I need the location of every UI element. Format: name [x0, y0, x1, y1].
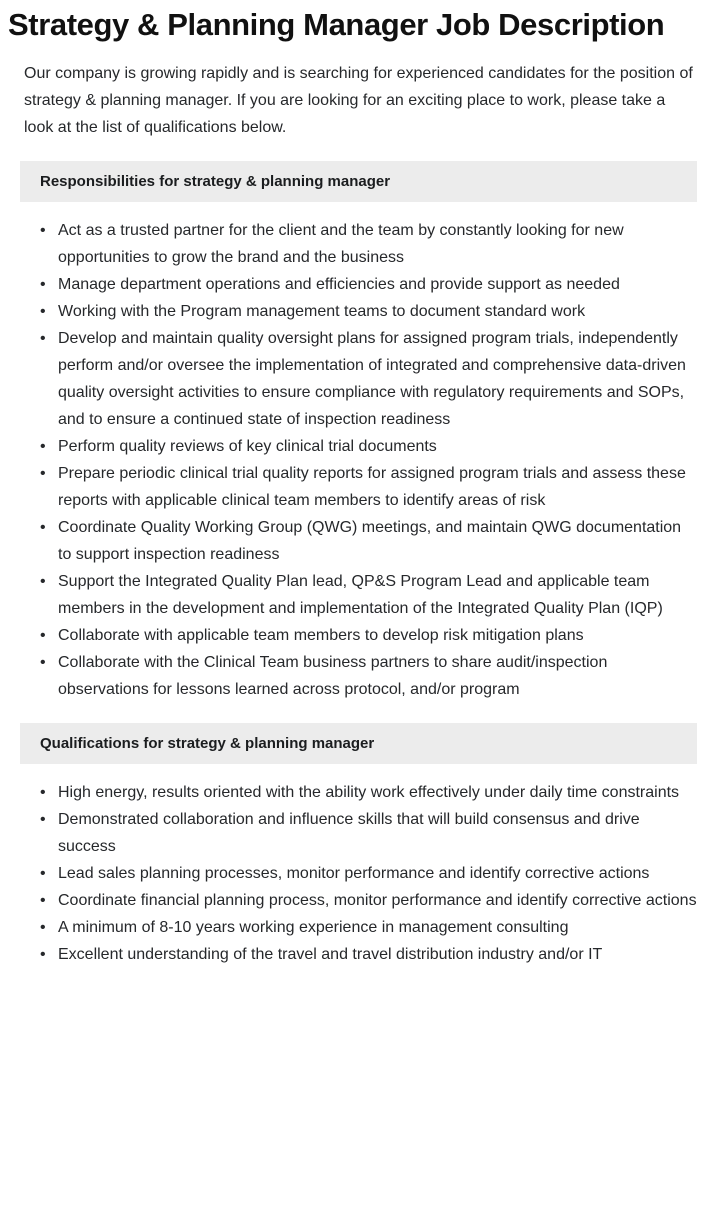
list-item-text: Perform quality reviews of key clinical trial documents	[58, 438, 437, 455]
list-item	[0, 887, 698, 914]
list-item	[0, 860, 698, 887]
bullet-dot-icon: •	[40, 303, 46, 320]
section-header-qualifications	[20, 723, 697, 764]
section-heading-label: Responsibilities for strategy & planning manager	[40, 173, 391, 190]
list-item	[0, 941, 698, 968]
list-item	[0, 568, 698, 622]
list-item	[0, 460, 698, 514]
bullet-dot-icon: •	[40, 276, 46, 293]
list-item-text: Prepare periodic clinical trial quality reports for assigned program trials and assess these reports with applicable clinical team members to identify areas of risk	[58, 465, 686, 509]
list-item	[0, 298, 698, 325]
intro-paragraph-block	[0, 60, 720, 141]
list-item	[0, 622, 698, 649]
section-header-responsibilities	[20, 161, 697, 202]
bullet-dot-icon: •	[40, 438, 46, 455]
bullet-dot-icon: •	[40, 784, 46, 801]
bullet-dot-icon: •	[40, 865, 46, 882]
bullet-dot-icon: •	[40, 919, 46, 936]
bullet-dot-icon: •	[40, 946, 46, 963]
bullet-dot-icon: •	[40, 573, 46, 590]
bullet-dot-icon: •	[40, 465, 46, 482]
list-item	[0, 806, 698, 860]
bullet-dot-icon: •	[40, 222, 46, 239]
section-responsibilities	[0, 161, 720, 703]
list-item	[0, 325, 698, 433]
list-item	[0, 433, 698, 460]
list-item	[0, 217, 698, 271]
list-item-text: Collaborate with the Clinical Team business partners to share audit/inspection observations for lessons learned across protocol, and/or program	[58, 654, 608, 698]
list-item-text: Develop and maintain quality oversight plans for assigned program trials, independently perform and/or oversee the implementation of integrated and comprehensive data-driven quality oversight activities to ensure compliance with regulatory requirements and SOPs, and to ensure a continued state of inspection readiness	[58, 330, 686, 428]
bullet-dot-icon: •	[40, 330, 46, 347]
list-item-text: High energy, results oriented with the ability work effectively under daily time constraints	[58, 784, 680, 801]
responsibilities-list	[0, 217, 720, 703]
list-item-text: Support the Integrated Quality Plan lead, QP&S Program Lead and applicable team members in the development and implementation of the Integrated Quality Plan (IQP)	[58, 573, 663, 617]
list-item-text: Manage department operations and efficiencies and provide support as needed	[58, 276, 620, 293]
bullet-dot-icon: •	[40, 811, 46, 828]
qualifications-list	[0, 779, 720, 968]
list-item-text: Demonstrated collaboration and influence skills that will build consensus and drive success	[58, 811, 640, 855]
bullet-dot-icon: •	[40, 519, 46, 536]
list-item-text: Excellent understanding of the travel and travel distribution industry and/or IT	[58, 946, 603, 963]
list-item	[0, 514, 698, 568]
bullet-dot-icon: •	[40, 627, 46, 644]
list-item-text: Working with the Program management teams to document standard work	[58, 303, 586, 320]
list-item	[0, 649, 698, 703]
list-item	[0, 271, 698, 298]
list-item-text: Coordinate Quality Working Group (QWG) meetings, and maintain QWG documentation to support inspection readiness	[58, 519, 682, 563]
section-qualifications	[0, 723, 720, 968]
list-item-text: Lead sales planning processes, monitor performance and identify corrective actions	[58, 865, 650, 882]
list-item	[0, 914, 698, 941]
list-item	[0, 779, 698, 806]
bullet-dot-icon: •	[40, 892, 46, 909]
intro-paragraph: Our company is growing rapidly and is searching for experienced candidates for the position of strategy & planning manager. If you are looking for an exciting place to work, please take a look at the list of qualifications below.	[24, 65, 693, 136]
list-item-text: A minimum of 8-10 years working experience in management consulting	[58, 919, 569, 936]
list-item-text: Coordinate financial planning process, monitor performance and identify corrective actions	[58, 892, 697, 909]
page-title: Strategy & Planning Manager Job Description	[8, 7, 665, 42]
bullet-dot-icon: •	[40, 654, 46, 671]
section-heading-label: Qualifications for strategy & planning manager	[40, 735, 375, 752]
list-item-text: Collaborate with applicable team members to develop risk mitigation plans	[58, 627, 584, 644]
list-item-text: Act as a trusted partner for the client and the team by constantly looking for new opportunities to grow the brand and the business	[58, 222, 624, 266]
